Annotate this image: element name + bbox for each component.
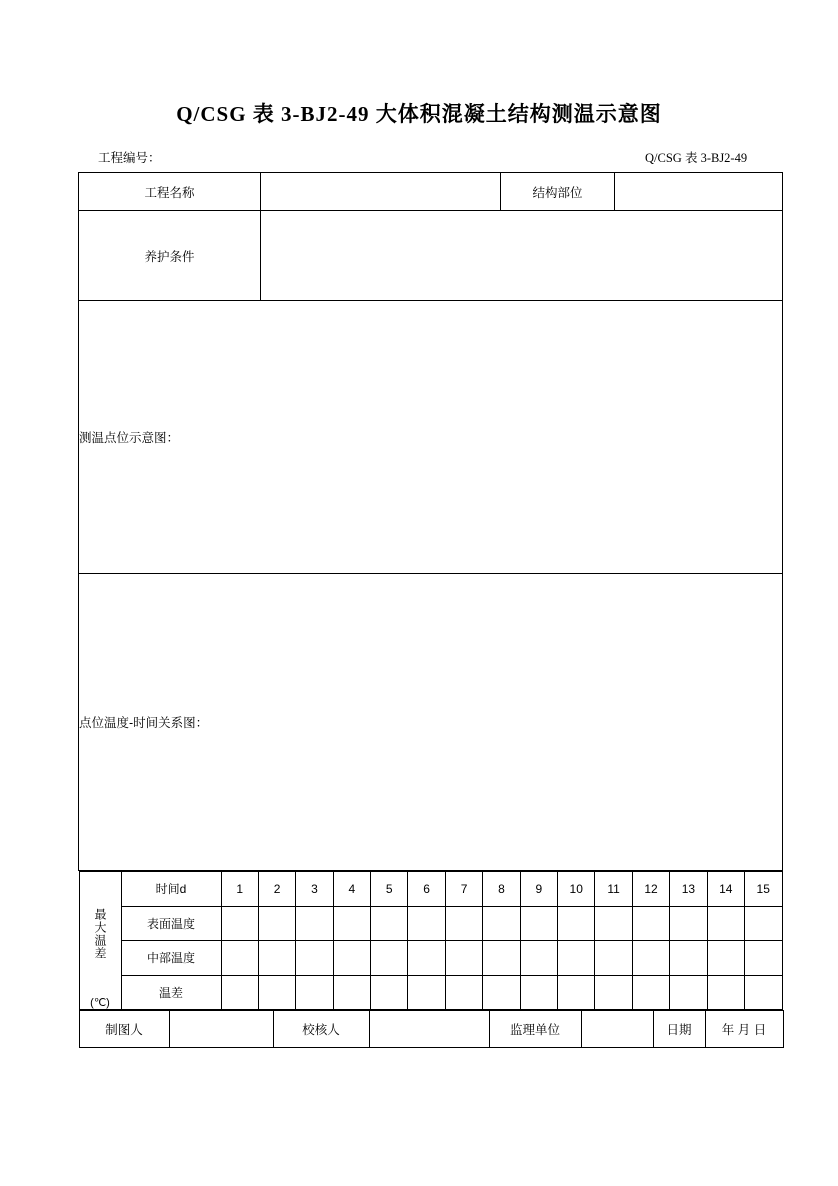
day-cell: 13 <box>670 872 707 907</box>
drafter-value[interactable] <box>169 1011 273 1048</box>
middle-value-cell[interactable] <box>371 941 408 976</box>
diff-value-cell[interactable] <box>595 975 632 1010</box>
table-row <box>79 574 783 871</box>
date-value[interactable]: 年 月 日 <box>705 1011 783 1048</box>
day-cell: 4 <box>333 872 370 907</box>
table-row <box>79 871 783 1011</box>
surface-value-cell[interactable] <box>632 906 669 941</box>
signature-row-table <box>79 1010 784 1048</box>
day-cell: 12 <box>632 872 669 907</box>
table-row-diff <box>79 975 782 1010</box>
temperature-time-chart-area[interactable]: 点位温度-时间关系图： <box>79 574 783 871</box>
surface-value-cell[interactable] <box>408 906 445 941</box>
row-header-middle-temp: 中部温度 <box>121 941 221 976</box>
table-row <box>79 173 783 211</box>
supervisor-value[interactable] <box>581 1011 653 1048</box>
table-row <box>79 301 783 574</box>
table-row <box>79 211 783 301</box>
day-cell: 5 <box>371 872 408 907</box>
middle-value-cell[interactable] <box>670 941 707 976</box>
surface-value-cell[interactable] <box>558 906 595 941</box>
diff-value-cell[interactable] <box>445 975 482 1010</box>
day-cell: 14 <box>707 872 744 907</box>
surface-value-cell[interactable] <box>258 906 295 941</box>
table-row-middle <box>79 941 782 976</box>
table-row-days <box>79 872 782 907</box>
curing-condition-label: 养护条件 <box>79 211 261 301</box>
middle-value-cell[interactable] <box>707 941 744 976</box>
page-title: Q/CSG 表 3-BJ2-49 大体积混凝土结构测温示意图 <box>176 102 662 126</box>
diff-value-cell[interactable] <box>333 975 370 1010</box>
middle-value-cell[interactable] <box>744 941 782 976</box>
diff-value-cell[interactable] <box>408 975 445 1010</box>
diff-value-cell[interactable] <box>520 975 557 1010</box>
diff-value-cell[interactable] <box>258 975 295 1010</box>
day-cell: 11 <box>595 872 632 907</box>
main-form-table <box>78 172 783 1048</box>
middle-value-cell[interactable] <box>258 941 295 976</box>
side-label-text: 最大温差 <box>93 908 107 960</box>
day-cell: 7 <box>445 872 482 907</box>
surface-value-cell[interactable] <box>744 906 782 941</box>
table-row-surface <box>79 906 782 941</box>
day-cell: 10 <box>558 872 595 907</box>
project-name-value[interactable] <box>261 173 501 211</box>
diff-value-cell[interactable] <box>371 975 408 1010</box>
diff-value-cell[interactable] <box>632 975 669 1010</box>
surface-value-cell[interactable] <box>445 906 482 941</box>
row-header-surface-temp: 表面温度 <box>121 906 221 941</box>
middle-value-cell[interactable] <box>221 941 258 976</box>
table-row <box>79 1011 783 1048</box>
middle-value-cell[interactable] <box>595 941 632 976</box>
side-label-unit: (℃) <box>90 997 110 1009</box>
structure-part-value[interactable] <box>615 173 783 211</box>
max-temp-diff-side-label <box>79 872 121 1010</box>
row-header-temp-diff: 温差 <box>121 975 221 1010</box>
checker-value[interactable] <box>369 1011 489 1048</box>
day-cell: 3 <box>296 872 333 907</box>
surface-value-cell[interactable] <box>520 906 557 941</box>
diff-value-cell[interactable] <box>483 975 520 1010</box>
middle-value-cell[interactable] <box>558 941 595 976</box>
day-cell: 2 <box>258 872 295 907</box>
structure-part-label: 结构部位 <box>501 173 615 211</box>
diff-value-cell[interactable] <box>221 975 258 1010</box>
surface-value-cell[interactable] <box>670 906 707 941</box>
surface-value-cell[interactable] <box>296 906 333 941</box>
middle-value-cell[interactable] <box>483 941 520 976</box>
middle-value-cell[interactable] <box>296 941 333 976</box>
day-cell: 1 <box>221 872 258 907</box>
project-name-label: 工程名称 <box>79 173 261 211</box>
date-label: 日期 <box>653 1011 705 1048</box>
middle-value-cell[interactable] <box>445 941 482 976</box>
day-cell: 9 <box>520 872 557 907</box>
form-code: Q/CSG 表 3-BJ2-49 <box>645 151 748 165</box>
diff-value-cell[interactable] <box>707 975 744 1010</box>
checker-label: 校核人 <box>273 1011 369 1048</box>
middle-value-cell[interactable] <box>520 941 557 976</box>
table-row <box>79 1010 783 1048</box>
middle-value-cell[interactable] <box>408 941 445 976</box>
diff-value-cell[interactable] <box>744 975 782 1010</box>
drafter-label: 制图人 <box>79 1011 169 1048</box>
diff-value-cell[interactable] <box>670 975 707 1010</box>
day-cell: 6 <box>408 872 445 907</box>
day-cell: 8 <box>483 872 520 907</box>
surface-value-cell[interactable] <box>221 906 258 941</box>
middle-value-cell[interactable] <box>333 941 370 976</box>
surface-value-cell[interactable] <box>371 906 408 941</box>
row-header-time: 时间d <box>121 872 221 907</box>
surface-value-cell[interactable] <box>483 906 520 941</box>
diff-value-cell[interactable] <box>296 975 333 1010</box>
middle-value-cell[interactable] <box>632 941 669 976</box>
project-code-label: 工程编号： <box>98 151 161 165</box>
supervisor-label: 监理单位 <box>489 1011 581 1048</box>
day-cell: 15 <box>744 872 782 907</box>
temperature-data-grid <box>79 871 783 1010</box>
surface-value-cell[interactable] <box>333 906 370 941</box>
measure-points-diagram-area[interactable]: 测温点位示意图： <box>79 301 783 574</box>
surface-value-cell[interactable] <box>595 906 632 941</box>
diff-value-cell[interactable] <box>558 975 595 1010</box>
curing-condition-value[interactable] <box>261 211 783 301</box>
surface-value-cell[interactable] <box>707 906 744 941</box>
